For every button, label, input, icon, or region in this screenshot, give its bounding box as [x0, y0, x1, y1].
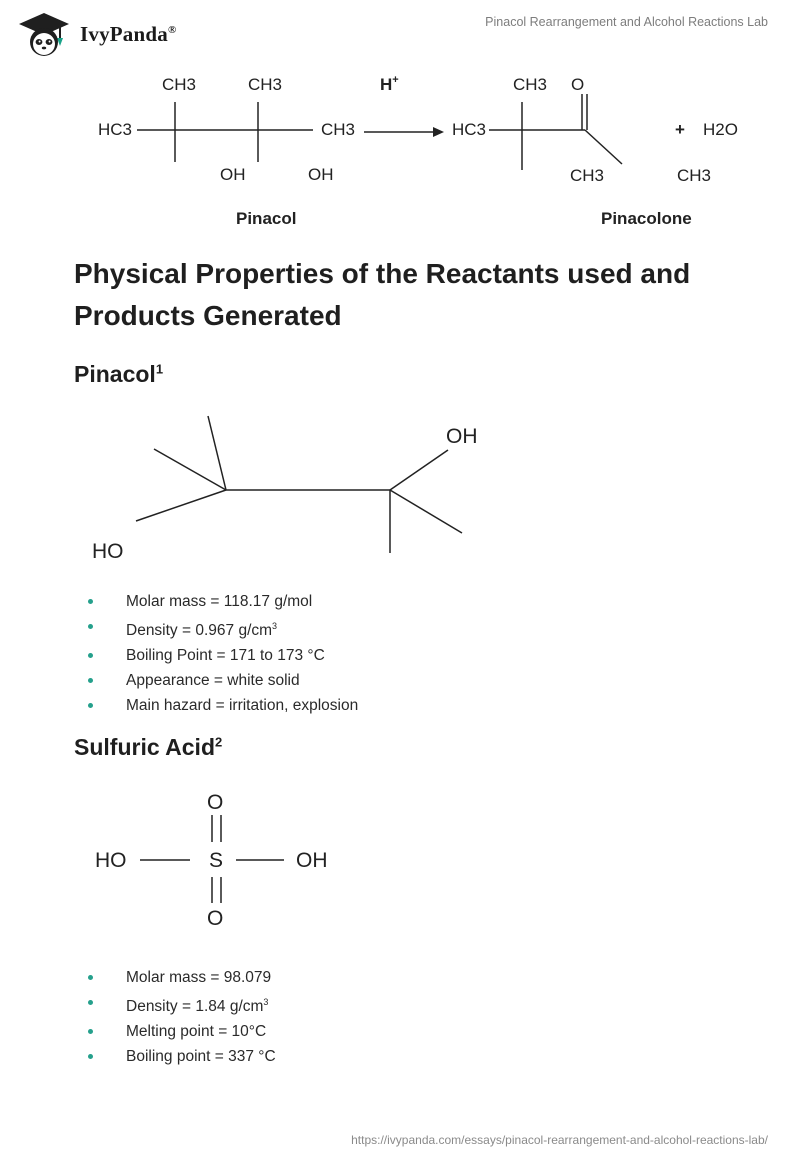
reactant-name: Pinacol: [236, 209, 297, 228]
reactant-ch3-right: CH3: [321, 120, 356, 139]
product-name: Pinacolone: [601, 209, 692, 228]
sulfuric-acid-structure: [90, 785, 350, 935]
section-title: Physical Properties of the Reactants used and Products Generated: [74, 258, 691, 331]
sulfuric-acid-heading: Sulfuric Acid$^2$: [74, 734, 223, 760]
pinacol-oh-label: OH: [446, 425, 478, 448]
panda-graduation-icon: [14, 10, 74, 58]
property-item: Melting point = 10°C: [88, 1019, 276, 1044]
plus-sign: +: [675, 120, 685, 139]
property-item: Molar mass = 98.079: [88, 965, 276, 990]
property-item: Molar mass = 118.17 g/mol: [88, 589, 358, 614]
pinacol-structure: [80, 410, 520, 570]
reference-1[interactable]: 1: [155, 361, 164, 377]
acid-catalyst-label: H+: [380, 74, 399, 94]
pinacol-left-oh-bond: [136, 490, 226, 521]
sulfuric-acid-properties-list: [88, 965, 276, 1069]
document-title: Pinacol Rearrangement and Alcohol Reactions Lab: [485, 15, 768, 29]
water-label: H2O: [703, 120, 738, 139]
pinacol-right-oh-bond: [390, 450, 448, 490]
pinacol-ho-label: HO: [92, 540, 124, 563]
ivypanda-logo[interactable]: [14, 10, 176, 58]
reactant-ch3-top-1: CH3: [162, 75, 197, 94]
sulfuric-o-bottom: O: [207, 907, 224, 930]
property-item: Density = 0.967 $g/cm^3$: [88, 614, 358, 643]
extra-ch3-label: CH3: [677, 166, 712, 185]
product-carbonyl-oxygen: O: [571, 75, 585, 94]
property-item: Boiling Point = 171 to 173 °C: [88, 643, 358, 668]
source-url[interactable]: https://ivypanda.com/essays/pinacol-rearrangement-and-alcohol-reactions-lab/: [351, 1133, 768, 1147]
reaction-arrowhead: [433, 127, 444, 137]
product-ch3-bottom: CH3: [570, 166, 605, 185]
sulfuric-ho-label: HO: [95, 849, 127, 872]
reference-2[interactable]: 2: [215, 734, 223, 750]
pinacol-left-methyl-bond-1: [208, 416, 226, 490]
reactant-oh-2: OH: [308, 165, 334, 184]
pinacol-heading: Pinacol$^1$: [74, 361, 164, 387]
sulfuric-s-label: S: [209, 849, 224, 872]
property-item: Main hazard = irritation, explosion: [88, 693, 358, 718]
product-hc3-label: HC3: [452, 120, 487, 139]
property-item: Appearance = white solid: [88, 668, 358, 693]
pinacol-left-methyl-bond-2: [154, 449, 226, 490]
reactant-ch3-top-2: CH3: [248, 75, 283, 94]
pinacol-rearrangement-scheme: [0, 60, 800, 240]
reactant-hc3-label: HC3: [98, 120, 133, 139]
sulfuric-oh-label: OH: [296, 849, 328, 872]
product-methyl-bond: [585, 130, 622, 164]
property-item: Boiling point = 337 °C: [88, 1044, 276, 1069]
pinacol-properties-list: [88, 589, 358, 718]
brand-name: IvyPanda: [80, 21, 168, 46]
brand-registered-mark: ®: [167, 23, 177, 36]
property-item: Density = 1.84 $g/cm^3$: [88, 990, 276, 1019]
product-ch3-top: CH3: [513, 75, 548, 94]
pinacol-right-methyl-bond-1: [390, 490, 462, 533]
reactant-oh-1: OH: [220, 165, 246, 184]
sulfuric-o-top: O: [207, 791, 224, 814]
